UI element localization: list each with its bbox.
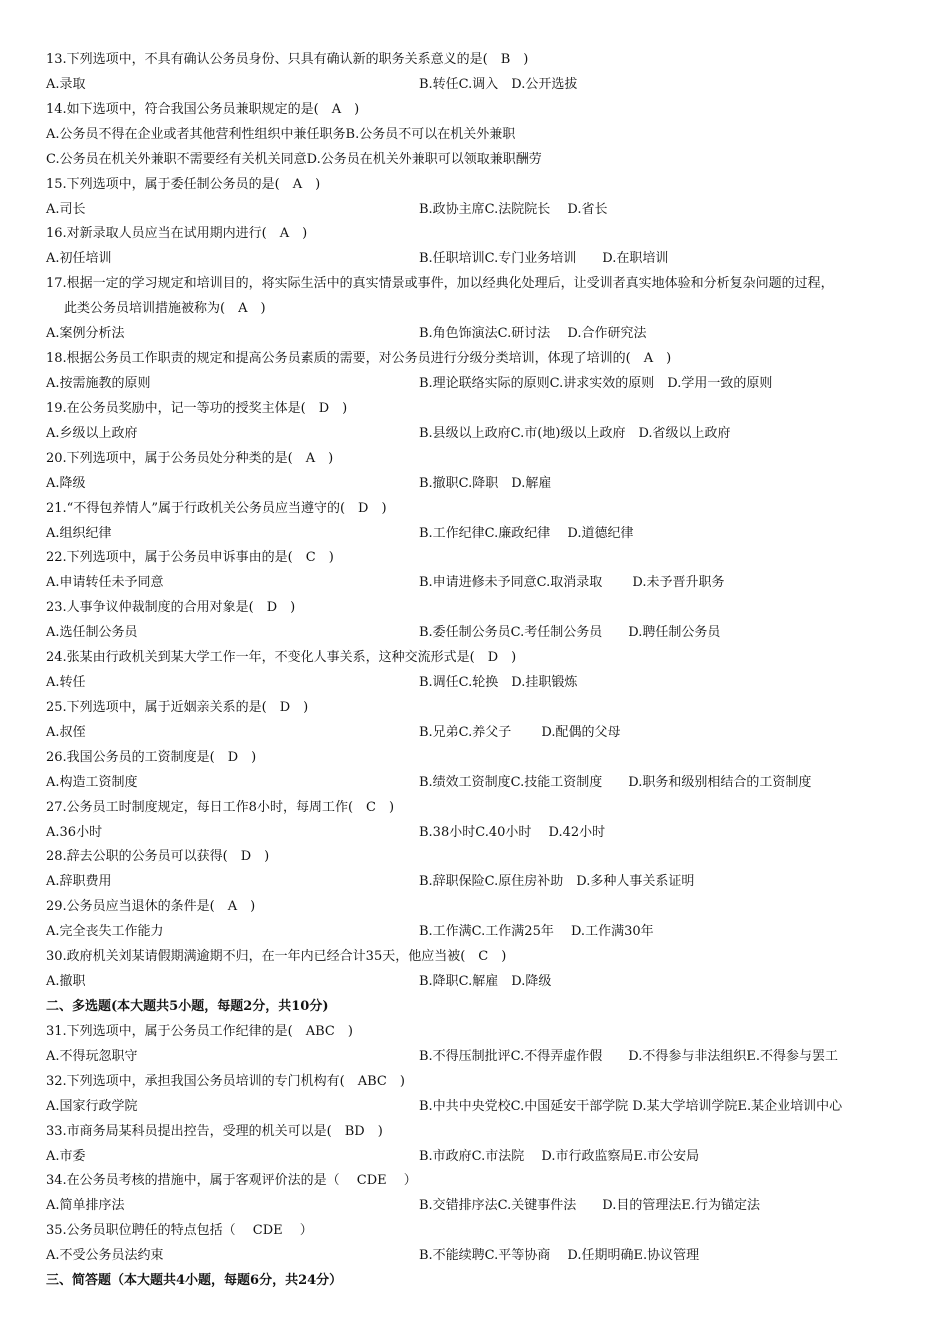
question-text-line: 20.下列选项中，属于公务员处分种类的是( A ) — [46, 450, 334, 466]
question-text-line: 23.人事争议仲裁制度的合用对象是( D ) — [46, 600, 296, 616]
option-left: A.组织纪律 — [46, 525, 112, 541]
question-text-line: 21.“不得包养情人”属于行政机关公务员应当遵守的( D ) — [46, 500, 387, 516]
option-right: B.任职培训C.专门业务培训 D.在职培训 — [419, 251, 669, 267]
question-text-line: 18.根据公务员工作职责的规定和提高公务员素质的需要，对公务员进行分级分类培训，体现了培训的( A ) — [46, 351, 672, 366]
question-text-line: 29.公务员应当退休的条件是( A ) — [46, 899, 256, 915]
option-left: A.国家行政学院 — [46, 1098, 138, 1114]
question-text-line: 19.在公务员奖励中，记一等功的授奖主体是( D ) — [46, 400, 348, 416]
options-line — [46, 76, 578, 93]
options-line — [46, 1048, 839, 1065]
question-text-line: 35.公务员职位聘任的特点包括（ CDE ） — [46, 1223, 313, 1239]
option-right: B.撤职C.降职 D.解雇 — [419, 475, 552, 491]
options-line — [46, 326, 647, 342]
option-right: B.绩效工资制度C.技能工资制度 D.职务和级别相结合的工资制度 — [419, 774, 812, 790]
option-right: B.县级以上政府C.市(地)级以上政府 D.省级以上政府 — [419, 425, 731, 441]
options-line — [46, 201, 608, 218]
option-right: B.申请进修未予同意C.取消录取 D.未予晋升职务 — [419, 575, 725, 591]
option-right: B.理论联络实际的原则C.讲求实效的原则 D.学用一致的原则 — [419, 376, 773, 391]
question-text-line: 16.对新录取人员应当在试用期内进行( A ) — [46, 226, 308, 242]
options-line — [46, 675, 578, 691]
option-left: A.转任 — [46, 675, 86, 690]
option-right: B.交错排序法C.关键事件法 D.目的管理法E.行为锚定法 — [419, 1198, 761, 1214]
option-left: A.撤职 — [46, 974, 86, 989]
options-line — [46, 824, 606, 841]
question-text-line: 15.下列选项中，属于委任制公务员的是( A ) — [46, 176, 321, 192]
option-right: B.政协主席C.法院院长 D.省长 — [419, 201, 608, 217]
question-text-line: 30.政府机关刘某请假期满逾期不归，在一年内已经合计35天，他应当被( C ) — [46, 949, 507, 965]
option-left: A.录取 — [46, 76, 86, 92]
option-right: B.转任C.调入 D.公开选拔 — [419, 76, 578, 92]
options-line — [46, 1198, 761, 1214]
question-text-line: 34.在公务员考核的措施中，属于客观评价法的是（ CDE ） — [46, 1173, 417, 1189]
question-text-line: 25.下列选项中，属于近姻亲关系的是( D ) — [46, 699, 309, 715]
options-line — [46, 724, 621, 741]
option-right: B.市政府C.市法院 D.市行政监察局E.市公安局 — [419, 1148, 700, 1164]
options-line — [46, 525, 634, 542]
option-right: B.不能续聘C.平等协商 D.任期明确E.协议管理 — [419, 1248, 700, 1264]
option-right: B.降职C.解雇 D.降级 — [419, 974, 552, 989]
question-text-line: 此类公务员培训措施被称为( A ) — [64, 301, 266, 317]
question-text-line: C.公务员在机关外兼职不需要经有关机关同意D.公务员在机关外兼职可以领取兼职酬劳 — [46, 151, 542, 167]
option-left: A.不得玩忽职守 — [46, 1048, 138, 1064]
option-left: A.乡级以上政府 — [46, 425, 138, 441]
options-line — [46, 1098, 843, 1115]
option-left: A.选任制公务员 — [46, 625, 138, 641]
options-line — [46, 1248, 700, 1264]
option-left: A.降级 — [46, 475, 86, 491]
option-right: B.中共中央党校C.中国延安干部学院 D.某大学培训学院E.某企业培训中心 — [419, 1098, 843, 1114]
options-line — [46, 376, 773, 392]
question-text-line: 24.张某由行政机关到某大学工作一年，不变化人事关系，这种交流形式是( D ) — [46, 650, 517, 666]
question-text-line: 27.公务员工时制度规定，每日工作8小时，每周工作( C ) — [46, 799, 395, 815]
option-left: A.完全丧失工作能力 — [46, 924, 164, 940]
option-right: B.工作纪律C.廉政纪律 D.道德纪律 — [419, 525, 634, 541]
option-left: A.司长 — [46, 201, 86, 217]
question-text-line: 26.我国公务员的工资制度是( D ) — [46, 749, 257, 765]
option-right: B.调任C.轮换 D.挂职锻炼 — [419, 675, 578, 690]
options-line — [46, 475, 552, 492]
section-heading: 二、多选题(本大题共5小题，每题2分，共10分) — [46, 999, 329, 1014]
option-left: A.36小时 — [46, 824, 103, 840]
option-left: A.不受公务员法约束 — [46, 1248, 164, 1264]
options-line — [46, 625, 721, 641]
options-line — [46, 874, 695, 890]
option-left: A.市委 — [46, 1148, 86, 1164]
option-left: A.简单排序法 — [46, 1198, 125, 1214]
section-heading: 三、简答题（本大题共4小题，每题6分，共24分） — [46, 1273, 343, 1289]
option-right: B.38小时C.40小时 D.42小时 — [419, 824, 606, 840]
options-line — [46, 774, 812, 791]
option-right: B.辞职保险C.原住房补助 D.多种人事关系证明 — [419, 874, 695, 890]
option-left: A.申请转任未予同意 — [46, 575, 164, 591]
question-text-line: 28.辞去公职的公务员可以获得( D ) — [46, 849, 270, 865]
option-right: B.兄弟C.养父子 D.配偶的父母 — [419, 724, 621, 740]
question-text-line: A.公务员不得在企业或者其他营利性组织中兼任职务B.公务员不可以在机关外兼职 — [46, 126, 516, 142]
option-right: B.不得压制批评C.不得弄虚作假 D.不得参与非法组织E.不得参与罢工 — [419, 1048, 839, 1064]
question-text-line: 13.下列选项中，不具有确认公务员身份、只具有确认新的职务关系意义的是( B ) — [46, 52, 529, 67]
options-line — [46, 251, 669, 267]
question-text-line: 31.下列选项中，属于公务员工作纪律的是( ABC ) — [46, 1023, 353, 1039]
question-text-line: 14.如下选项中，符合我国公务员兼职规定的是( A ) — [46, 101, 360, 117]
options-line — [46, 575, 725, 591]
question-text-line: 33.市商务局某科员提出控告，受理的机关可以是( BD ) — [46, 1123, 383, 1139]
option-left: A.案例分析法 — [46, 326, 125, 342]
question-text-line: 32.下列选项中，承担我国公务员培训的专门机构有( ABC ) — [46, 1073, 405, 1089]
option-left: A.辞职费用 — [46, 874, 112, 890]
option-left: A.初任培训 — [46, 251, 112, 267]
option-right: B.工作满C.工作满25年 D.工作满30年 — [419, 924, 654, 940]
option-left: A.叔侄 — [46, 724, 86, 740]
option-right: B.角色饰演法C.研讨法 D.合作研究法 — [419, 326, 647, 342]
options-line — [46, 974, 552, 990]
option-right: B.委任制公务员C.考任制公务员 D.聘任制公务员 — [419, 625, 721, 641]
options-line — [46, 1148, 700, 1165]
question-text-line: 17.根据一定的学习规定和培训目的，将实际生活中的真实情景或事件，加以经典化处理后，让受训者真实地体验和分析复杂问题的过程， — [46, 276, 834, 292]
options-line — [46, 924, 654, 940]
options-line — [46, 425, 731, 442]
question-text-line: 22.下列选项中，属于公务员申诉事由的是( C ) — [46, 550, 334, 566]
option-left: A.构造工资制度 — [46, 774, 138, 790]
option-left: A.按需施教的原则 — [46, 376, 151, 391]
